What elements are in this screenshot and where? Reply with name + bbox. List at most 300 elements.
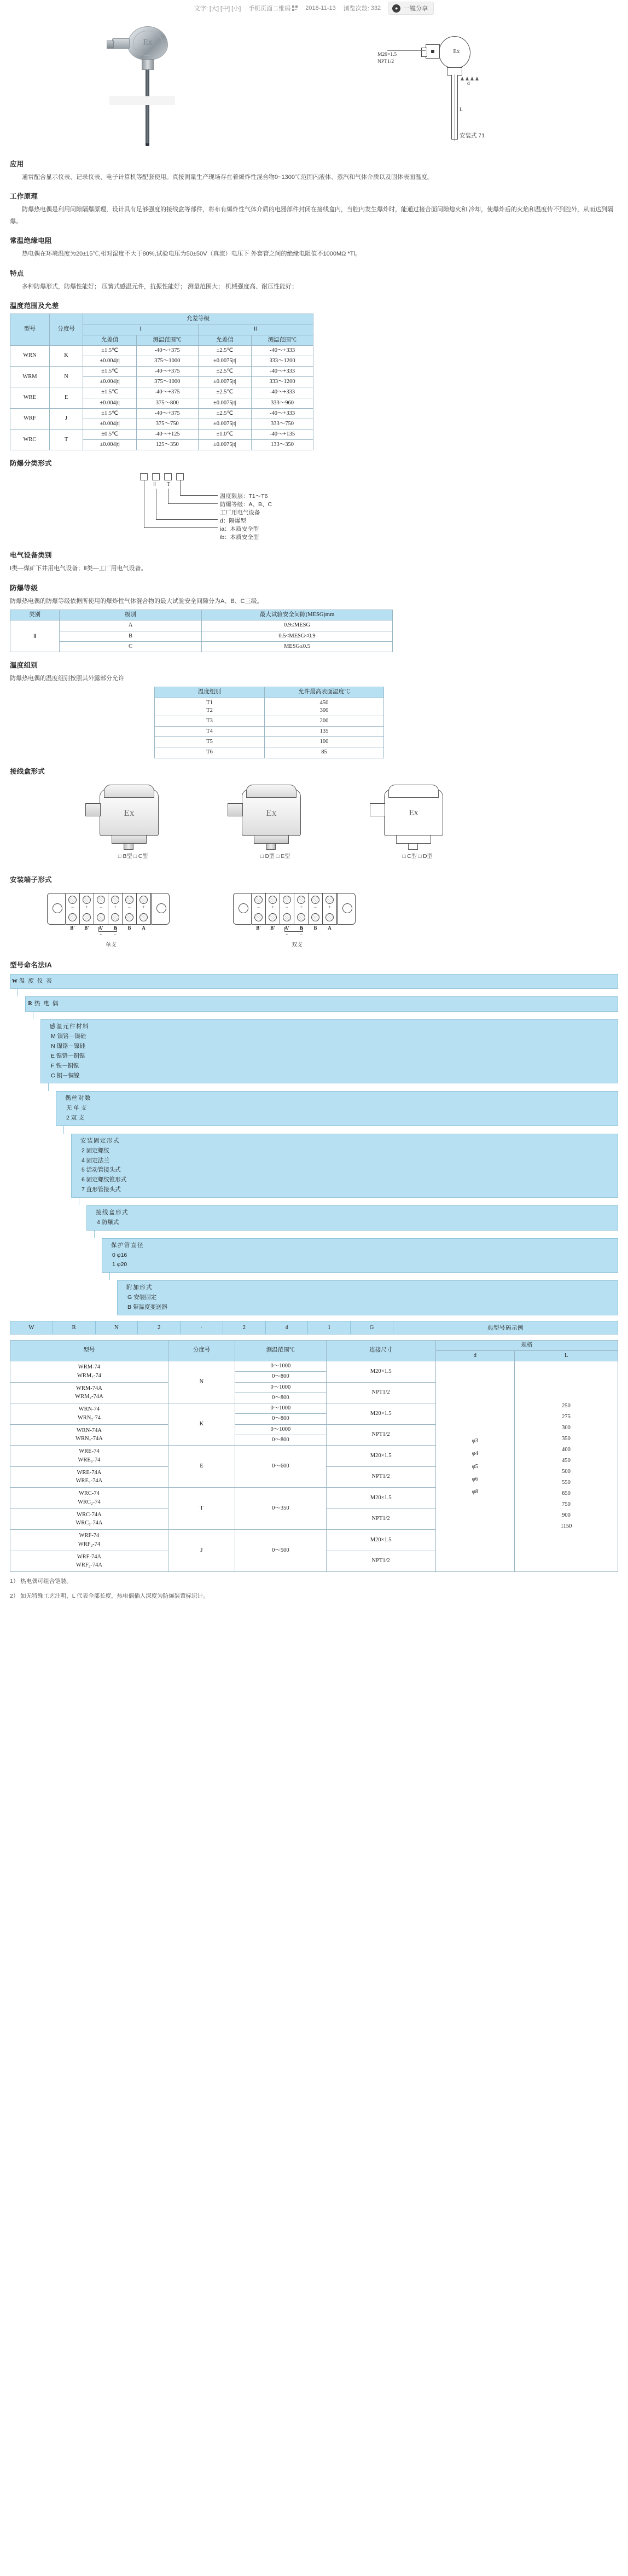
section-title-protection-type: 防爆分类形式 [10, 460, 52, 468]
terminal-strip-double [233, 893, 356, 931]
share-icon: ● [392, 4, 400, 13]
cell-tol-a-2: ±2.5℃ [198, 367, 251, 377]
spec-content [0, 159, 628, 1618]
cell-spec-range: 0～600 [235, 1446, 327, 1488]
tree-label-3: d：隔爆型 [220, 518, 246, 525]
code-cell-4: · [181, 1321, 223, 1334]
qr-code-group[interactable] [248, 4, 298, 13]
code-box-2 [152, 473, 160, 480]
table-row [10, 408, 313, 419]
cell-temp-max: 100 [265, 737, 384, 747]
cell-tol-a-3: -40～+333 [252, 345, 313, 356]
th-spec-grade: 分度号 [168, 1340, 235, 1361]
jb1-stem [124, 843, 133, 850]
terminal-screw-top [254, 896, 263, 904]
terminal-end-right [337, 893, 356, 925]
terminal-screw-bottom [83, 913, 91, 921]
probe-head-housing [127, 26, 168, 60]
code-cell-7: 1 [308, 1321, 351, 1334]
naming-connector [109, 1273, 110, 1280]
cell-tol-a-0: ±1.5℃ [83, 408, 136, 419]
cell-tol-b-3: 333～960 [252, 398, 313, 408]
th-tol-value-1: 允差值 [83, 335, 136, 345]
views-count: 332 [370, 5, 381, 11]
cell-tol-b-1: 375～750 [136, 419, 198, 429]
naming-heading: 附加形式 [126, 1284, 153, 1291]
terminal-screw-top [311, 896, 319, 904]
cell-tol-b-3: 133～350 [252, 440, 313, 450]
terminal-screw-top [125, 896, 133, 904]
cell-spec-conn: M20×1.5 [326, 1446, 435, 1467]
terminal-polarity: + [113, 904, 117, 910]
naming-heading: 偶丝对数 [65, 1095, 91, 1102]
cell-temp-max: 200 [265, 716, 384, 726]
cell-spec-range: 0～500 [235, 1530, 327, 1572]
tree-horz-4 [180, 495, 218, 496]
terminal-screw-bottom [125, 913, 133, 921]
cell-spec-conn: NPT1/2 [326, 1509, 435, 1530]
section-title-junction-box: 接线盒形式 [10, 767, 45, 775]
tree-stem-4 [180, 480, 181, 495]
tree-label-2: 工厂用电气设备 [220, 509, 260, 517]
th-range-2: 测温范围℃ [252, 335, 313, 345]
naming-option-3: 6 固定螺纹锥形式 [82, 1176, 127, 1183]
table-row [10, 631, 393, 641]
footnote-0: 1） 热电偶可组合铠装。 [10, 1578, 72, 1585]
jb2-ex-icon: Ex [266, 808, 277, 819]
cell-tol-a-1: -40～+375 [136, 345, 198, 356]
table-row [155, 737, 384, 747]
code-roman-2: Ⅱ [153, 481, 156, 488]
terminal-cell [294, 893, 309, 931]
cell-spec-conn: NPT1/2 [326, 1424, 435, 1446]
temp-class-head [155, 687, 384, 698]
tree-horz-1 [144, 527, 218, 528]
section-body-principle: 防爆热电偶是利用间隙隔爆原理，设计具有足够强度的接线盒等部件，将布有爆炸性气体介质的电器部件封闭在接线盒内，当腔内发生爆炸时，能通过接合面间隙熄火和 冷却，使爆炸后的火焰和温度传不到腔外，从而达到隔爆。 [10, 206, 614, 225]
cell-spec-conn: NPT1/2 [326, 1382, 435, 1403]
terminal-label: B [127, 925, 131, 931]
terminal-polarity: − [257, 904, 260, 910]
cell-gap-category: Ⅱ [10, 620, 60, 652]
brace-plus-double: + [286, 931, 288, 937]
naming-ladder [10, 974, 618, 1319]
th-spec-L: L [515, 1350, 618, 1361]
table-row [155, 747, 384, 758]
naming-level-5 [86, 1205, 618, 1231]
cell-spec-grade: E [168, 1446, 235, 1488]
code-cell-8: G [351, 1321, 393, 1334]
naming-level-3 [56, 1091, 618, 1126]
section-title-grade: 防爆等级 [10, 584, 38, 592]
product-photo [96, 26, 200, 144]
section-body-features: 多种防爆形式，防爆性能好； 压簧式感温元件，抗振性能好； 测量范围大； 机械强度高、耐压性能好； [22, 283, 298, 290]
brace-minus-double: − [300, 931, 303, 937]
cell-spec-grade: T [168, 1488, 235, 1530]
terminal-polarity: − [313, 904, 317, 910]
tolerance-table-wrap [10, 314, 618, 450]
cell-tol-b-0: ±0.004|t| [83, 398, 136, 408]
naming-option-2: E 镍铬－铜镍 [51, 1052, 85, 1059]
jb2-stem [266, 843, 276, 850]
temp-class-body [155, 698, 384, 758]
cell-gap-level: A [60, 620, 202, 631]
cell-spec-range: 0～350 [235, 1488, 327, 1530]
probe-stem [146, 69, 149, 145]
naming-option-0: M 镍铬－镍硅 [51, 1033, 86, 1040]
code-box-3 [164, 473, 172, 480]
image-watermark [109, 96, 175, 105]
terminal-end-right [151, 893, 170, 925]
publish-date: 2018-11-13 [305, 5, 336, 11]
tree-horz-3 [168, 503, 218, 504]
cell-grade: T [49, 430, 83, 450]
terminal-figure-single [43, 887, 179, 948]
terminal-polarity: + [142, 904, 146, 910]
jb2-base [254, 835, 289, 844]
junction-box-figures [10, 779, 618, 867]
naming-heading: 温 度 仪 表 [19, 977, 53, 984]
jb1-caption: □ B型 □ C型 [118, 853, 148, 860]
naming-rung [25, 996, 618, 1012]
naming-level-6 [102, 1238, 618, 1273]
cell-tol-a-3: -40～+333 [252, 408, 313, 419]
terminal-polarity: + [271, 904, 275, 910]
cell-gap-mesg: 0.9≤MESG [202, 620, 393, 631]
naming-code: R [28, 1001, 32, 1007]
code-cell-6: 4 [265, 1321, 308, 1334]
junction-box-figure-3 [360, 779, 475, 860]
brace-plus-single: + [100, 931, 102, 937]
naming-heading: 安装固定形式 [80, 1137, 120, 1144]
naming-option-0: 无 单 支 [66, 1105, 87, 1112]
dim-thread-label: M20×1.5 [377, 52, 397, 57]
cell-spec-conn: M20×1.5 [326, 1488, 435, 1509]
cell-temp-group: T6 [155, 747, 265, 758]
table-row [10, 387, 313, 398]
cell-temp-group: T5 [155, 737, 265, 747]
naming-rung [86, 1205, 618, 1231]
cell-spec-model: WRC-74 WRC₂-74 [10, 1488, 168, 1509]
table-row [155, 727, 384, 737]
jb1-cable-port [85, 803, 101, 816]
cell-tol-b-1: 125～350 [136, 440, 198, 450]
naming-level-4 [71, 1134, 618, 1198]
naming-heading: 接线盒形式 [96, 1209, 129, 1216]
table-row [10, 620, 393, 631]
cell-tol-a-1: -40～+375 [136, 408, 198, 419]
cell-spec-d: φ3 φ4 φ5 φ6 φ8 [435, 1361, 514, 1572]
share-button[interactable] [388, 2, 434, 15]
terminal-cell [137, 893, 151, 931]
tolerance-table-head [10, 314, 313, 346]
th-grade: 分度号 [49, 314, 83, 346]
footnote-1: 2） 如无特殊工艺注明，L 代表全部长度，热电偶插入深度为防爆装置标识计。 [10, 1592, 209, 1599]
cell-tol-a-0: ±1.5℃ [83, 345, 136, 356]
page-meta-bar [0, 0, 628, 14]
section-title-naming: 型号命名法IA [10, 961, 53, 969]
naming-option-1: 4 固定法兰 [82, 1157, 109, 1164]
jb3-stem [408, 843, 418, 850]
naming-level-1 [25, 996, 618, 1012]
cell-tol-a-2: ±2.5℃ [198, 387, 251, 398]
jb2-caption: □ D型 □ E型 [260, 853, 290, 860]
cell-grade: N [49, 367, 83, 387]
dimension-drawing [377, 26, 514, 144]
terminal-caption-double: 双支 [292, 942, 303, 948]
tolerance-table [10, 314, 313, 450]
terminal-cell [94, 893, 108, 931]
code-cell-3: 2 [138, 1321, 181, 1334]
terminal-label: B′ [70, 925, 75, 931]
naming-code: W [11, 978, 18, 984]
code-example-row [10, 1321, 618, 1335]
terminal-figure-double [229, 887, 365, 948]
cell-spec-model: WRN-74 WRN₂-74 [10, 1403, 168, 1425]
cell-tol-b-0: ±0.004|t| [83, 419, 136, 429]
cell-spec-range: 0～1000 [235, 1361, 327, 1372]
terminal-screw-top [325, 896, 334, 904]
cell-gap-mesg: 0.5<MESG<0.9 [202, 631, 393, 641]
terminal-cell [323, 893, 337, 931]
dim-leader-thread [387, 50, 426, 51]
th-spec-model: 型号 [10, 1340, 168, 1361]
font-size-small[interactable]: [小] [231, 5, 241, 12]
code-roman-t: T [167, 481, 171, 488]
terminal-cell [280, 893, 294, 931]
terminal-screw-bottom [68, 913, 77, 921]
jb3-cable-port [370, 803, 385, 816]
cell-temp-max: 85 [265, 747, 384, 758]
cell-tol-b-2: ±0.0075|t| [198, 398, 251, 408]
th-gap-level: 级别 [60, 610, 202, 620]
hero-figures [0, 14, 628, 151]
cable-gland [112, 38, 130, 49]
terminal-screw-bottom [111, 913, 119, 921]
cell-spec-grade: N [168, 1361, 235, 1403]
table-row [10, 430, 313, 440]
naming-rung [56, 1091, 618, 1126]
section-body-temp-group: 防爆热电偶的温度组别按照其外露部分允许 [10, 675, 124, 682]
cell-model: WRN [10, 345, 50, 366]
cell-model: WRC [10, 430, 50, 450]
code-box-1 [140, 473, 148, 480]
cell-spec-range: 0～800 [235, 1372, 327, 1382]
section-title-application: 应用 [10, 160, 24, 168]
terminal-screw-bottom [325, 913, 334, 921]
terminal-screw-bottom [311, 913, 319, 921]
tree-label-5: ib：本质安全型 [220, 534, 259, 541]
section-title-principle: 工作原理 [10, 193, 38, 201]
qr-code-label: 手机页面二维码 [248, 5, 291, 12]
terminal-screw-top [97, 896, 105, 904]
cell-tol-a-3: -40～+333 [252, 387, 313, 398]
font-size-medium[interactable]: [中] [220, 5, 230, 12]
cell-tol-a-0: ±1.5℃ [83, 387, 136, 398]
cell-tol-a-2: ±1.0℃ [198, 430, 251, 440]
naming-option-2: 5 活动管接头式 [82, 1167, 121, 1174]
cell-tol-b-0: ±0.004|t| [83, 440, 136, 450]
jb3-base [396, 835, 431, 844]
cell-spec-model: WRE-74A WRE₂-74A [10, 1466, 168, 1488]
cell-spec-model: WRC-74A WRC₂-74A [10, 1509, 168, 1530]
cell-tol-a-0: ±1.5℃ [83, 367, 136, 377]
naming-option-4: C 铜－铜镍 [51, 1072, 80, 1079]
terminal-figures [10, 887, 618, 952]
cell-spec-L: 250 275 300 350 400 450 500 550 650 750 900 1150 [515, 1361, 618, 1572]
cell-tol-b-3: 333～750 [252, 419, 313, 429]
cell-temp-group: T1 T2 [155, 698, 265, 716]
footnotes [10, 1576, 618, 1602]
th-spec-size: 规格 [435, 1340, 618, 1350]
cell-spec-model: WRM-74 WRM₂-74 [10, 1361, 168, 1383]
protection-code-tree [10, 472, 618, 542]
code-box-4 [176, 473, 184, 480]
jb2-cable-port [228, 803, 243, 816]
cell-temp-group: T4 [155, 727, 265, 737]
table-row [155, 698, 384, 716]
terminal-polarity: + [299, 904, 303, 910]
naming-heading: 热 电 偶 [34, 1000, 59, 1007]
cell-temp-max: 450 300 [265, 698, 384, 716]
terminal-screw-top [68, 896, 77, 904]
cell-spec-grade: J [168, 1530, 235, 1572]
naming-rung [40, 1019, 618, 1083]
table-row [10, 345, 313, 356]
view-counter [344, 4, 381, 13]
junction-box-figure-1 [75, 779, 190, 860]
th-class-1: I [83, 324, 198, 335]
cell-tol-a-1: -40～+125 [136, 430, 198, 440]
cell-tol-a-2: ±2.5℃ [198, 408, 251, 419]
cell-spec-conn: M20×1.5 [326, 1361, 435, 1383]
th-gap-category: 类别 [10, 610, 60, 620]
cell-spec-model: WRE-74 WRE₂-74 [10, 1446, 168, 1467]
table-row [10, 367, 313, 377]
section-title-temp-group: 温度组别 [10, 661, 38, 669]
terminal-screw-bottom [269, 913, 277, 921]
drawing-head-outline [439, 36, 470, 68]
probe-tip [146, 143, 149, 146]
terminal-screw-bottom [297, 913, 305, 921]
th-tol-value-2: 允差值 [198, 335, 251, 345]
code-boxes [140, 473, 184, 480]
terminal-polarity: − [285, 904, 289, 910]
section-body-application: 通常配合显示仪表、记录仪表、电子计算机等配套使用。真接测量生产现场存在着爆炸性混合物0~1300℃范围内液体、蒸汽和气体介质以及固体表面温度。 [22, 174, 434, 181]
terminal-screw-top [283, 896, 291, 904]
terminal-label: A [142, 925, 146, 931]
naming-connector [48, 1083, 49, 1091]
qr-code-icon[interactable] [292, 5, 298, 11]
dim-d-label: d [467, 81, 470, 86]
code-row [10, 1321, 618, 1334]
terminal-polarity: − [127, 904, 131, 910]
section-body-insulation: 热电偶在环境温度为20±15℃,相对湿度不大于80%,试验电压为50±50V（真流）电压下 外套管之间的绝缘电阻值不1000MΩ *Tl。 [22, 251, 361, 258]
naming-option-3: F 铁－铜镍 [51, 1062, 79, 1069]
terminal-cell [66, 893, 80, 931]
terminal-cell [80, 893, 94, 931]
terminal-polarity: + [85, 904, 89, 910]
junction-box-figure-2 [218, 779, 333, 860]
cell-grade: K [49, 345, 83, 366]
code-example-body [10, 1321, 618, 1334]
cell-spec-conn: NPT1/2 [326, 1466, 435, 1488]
naming-rung [117, 1280, 618, 1315]
code-cell-5: 2 [223, 1321, 265, 1334]
terminal-label: B [113, 925, 117, 931]
terminal-polarity: + [328, 904, 332, 910]
naming-level-7 [117, 1280, 618, 1315]
code-cell-0: W [10, 1321, 53, 1334]
section-title-insulation: 常温绝缘电阻 [10, 237, 52, 245]
font-size-label: 文字: [194, 5, 208, 12]
cell-tol-a-2: ±2.5℃ [198, 345, 251, 356]
cell-spec-model: WRF-74 WRF₂-74 [10, 1530, 168, 1551]
cell-spec-conn: M20×1.5 [326, 1403, 435, 1425]
terminal-end-left [233, 893, 252, 925]
terminal-cell [252, 893, 266, 931]
cell-tol-b-1: 375～1000 [136, 377, 198, 387]
section-title-equipment-class: 电气设备类别 [10, 552, 52, 560]
naming-level-2 [40, 1019, 618, 1083]
th-tol-class: 允差等级 [83, 314, 313, 324]
jb3-caption: □ C型 □ D型 [402, 853, 433, 860]
jb1-lid [104, 785, 154, 798]
font-size-large[interactable]: [大] [209, 5, 219, 12]
cell-tol-b-2: ±0.0075|t| [198, 419, 251, 429]
terminal-screw-bottom [254, 913, 263, 921]
terminal-end-left [47, 893, 66, 925]
cell-tol-a-1: -40～+375 [136, 387, 198, 398]
naming-rung [10, 974, 618, 989]
naming-option-4: 7 直形管接头式 [82, 1186, 121, 1193]
cell-spec-conn: M20×1.5 [326, 1530, 435, 1551]
code-row-note: 典型号码示例 [393, 1321, 618, 1334]
cell-spec-grade: K [168, 1403, 235, 1446]
th-temp-max: 允许最高表面温度℃ [265, 687, 384, 698]
tree-label-0: 温度限层：T1～T6 [220, 493, 268, 500]
tolerance-table-body [10, 345, 313, 450]
terminal-label: B [313, 925, 317, 931]
tree-label-4: ia：本质安全型 [220, 526, 259, 533]
th-spec-conn: 连接尺寸 [326, 1340, 435, 1361]
terminal-screw-bottom [97, 913, 105, 921]
code-cell-1: R [53, 1321, 95, 1334]
terminal-screw-top [297, 896, 305, 904]
cell-temp-max: 135 [265, 727, 384, 737]
cell-spec-range: 0～800 [235, 1414, 327, 1424]
dim-npt-label: NPT1/2 [377, 59, 394, 65]
terminal-cell [108, 893, 123, 931]
cell-spec-range: 0～800 [235, 1393, 327, 1403]
terminal-label: B′ [84, 925, 89, 931]
naming-option-0: 2 固定螺纹 [82, 1147, 109, 1154]
cell-spec-model: WRN-74A WRN₂-74A [10, 1424, 168, 1446]
cell-model: WRM [10, 367, 50, 387]
cell-tol-b-0: ±0.004|t| [83, 356, 136, 366]
terminal-polarity: − [71, 904, 74, 910]
jb1-ex-icon: Ex [124, 808, 135, 819]
share-label: 一键分享 [404, 5, 428, 12]
jb3-ex-icon: Ex [409, 808, 418, 817]
naming-option-0: 0 φ16 [112, 1251, 127, 1258]
spec-table-head [10, 1340, 618, 1361]
th-gap-mesg: 最大试验安全间隙(MESG)mm [202, 610, 393, 620]
naming-connector [63, 1126, 64, 1134]
terminal-cell [266, 893, 280, 931]
cell-spec-range: 0～1000 [235, 1403, 327, 1414]
cell-model: WRF [10, 408, 50, 429]
drawing-gland-bolt [431, 50, 434, 53]
